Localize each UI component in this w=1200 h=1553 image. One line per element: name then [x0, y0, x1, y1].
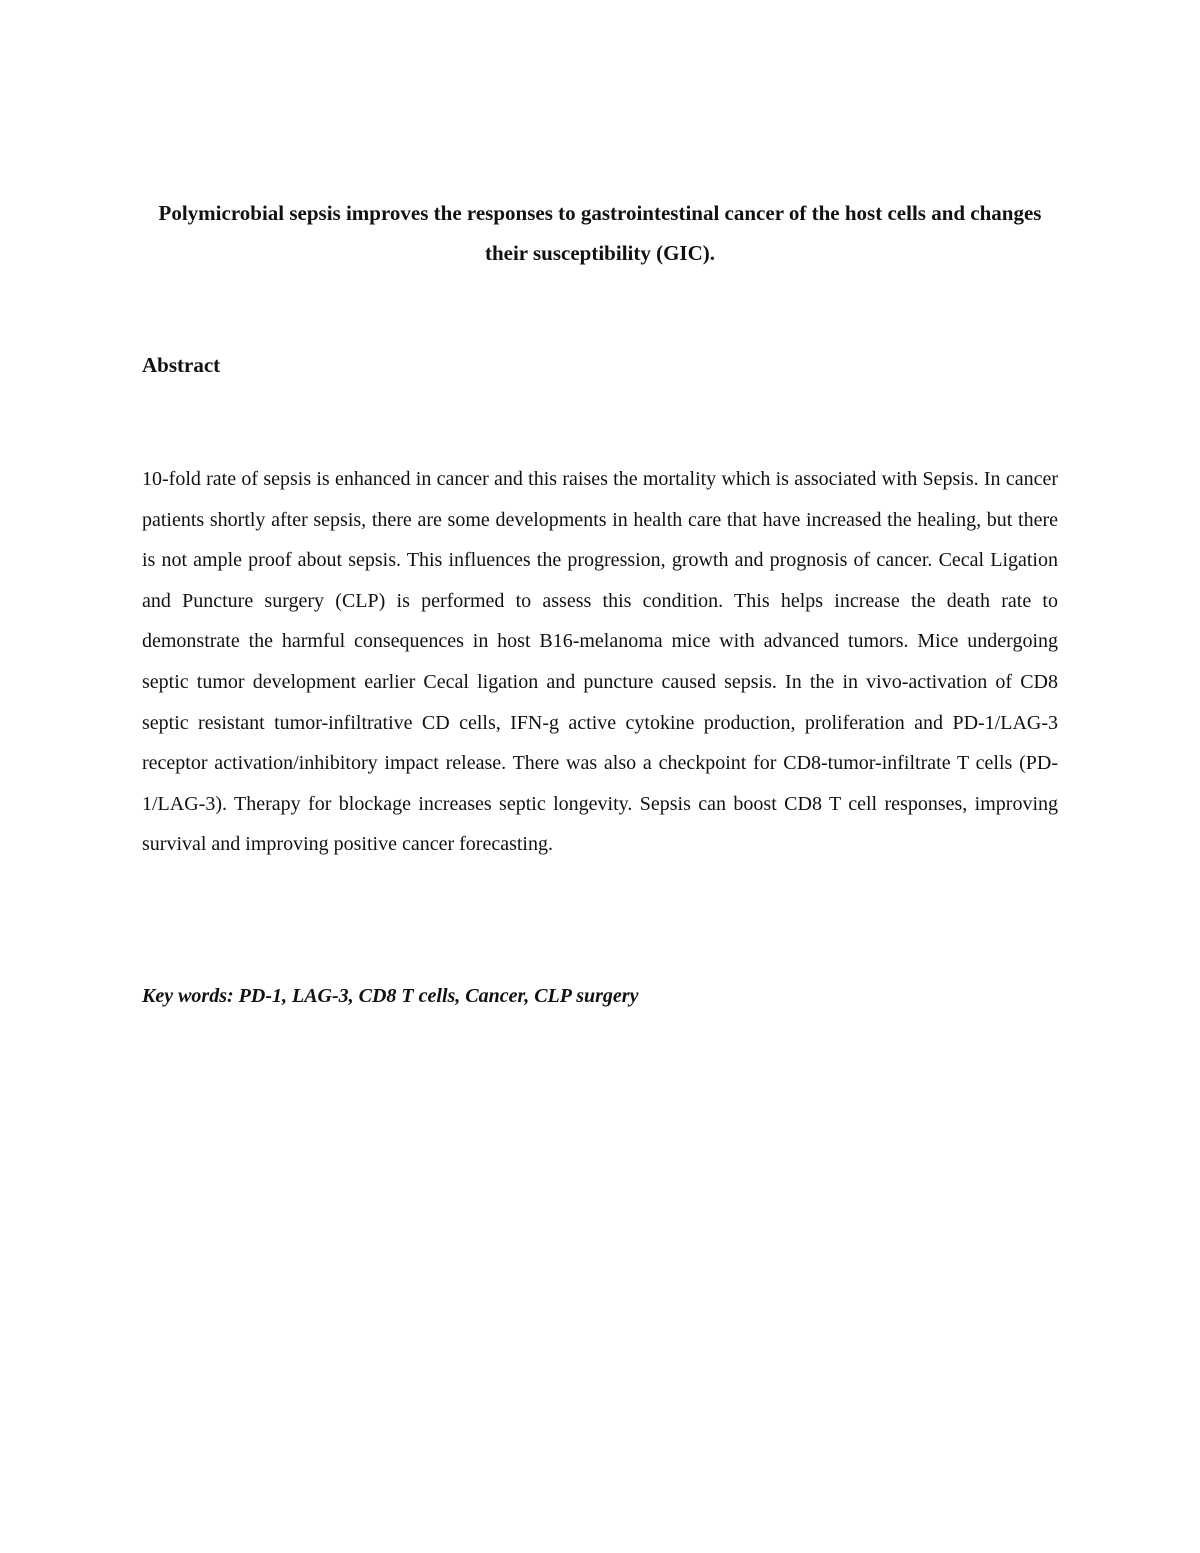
paper-title: Polymicrobial sepsis improves the responses to gastrointestinal cancer of the host cells and changes their susceptibility (GIC).	[158, 201, 1042, 265]
keywords-line: Key words: PD-1, LAG-3, CD8 T cells, Cancer, CLP surgery	[142, 985, 639, 1007]
abstract-heading: Abstract	[142, 353, 221, 377]
abstract-text: 10-fold rate of sepsis is enhanced in cancer and this raises the mortality which is associated with Sepsis. In cancer patients shortly after sepsis, there are some developments in health care that have increased the healing, but there is not ample proof about sepsis. This influences the progression, growth and prognosis of cancer. Cecal Ligation and Puncture surgery (CLP) is performed to assess this condition. This helps increase the death rate to demonstrate the harmful consequences in host B16-melanoma mice with advanced tumors. Mice undergoing septic tumor development earlier Cecal ligation and puncture caused sepsis. In the in vivo-activation of CD8 septic resistant tumor-infiltrative CD cells, IFN-g active cytokine production, proliferation and PD-1/LAG-3 receptor activation/inhibitory impact release. There was also a checkpoint for CD8-tumor-infiltrate T cells (PD-1/LAG-3). Therapy for blockage increases septic longevity. Sepsis can boost CD8 T cell responses, improving survival and improving positive cancer forecasting.	[142, 468, 1058, 856]
